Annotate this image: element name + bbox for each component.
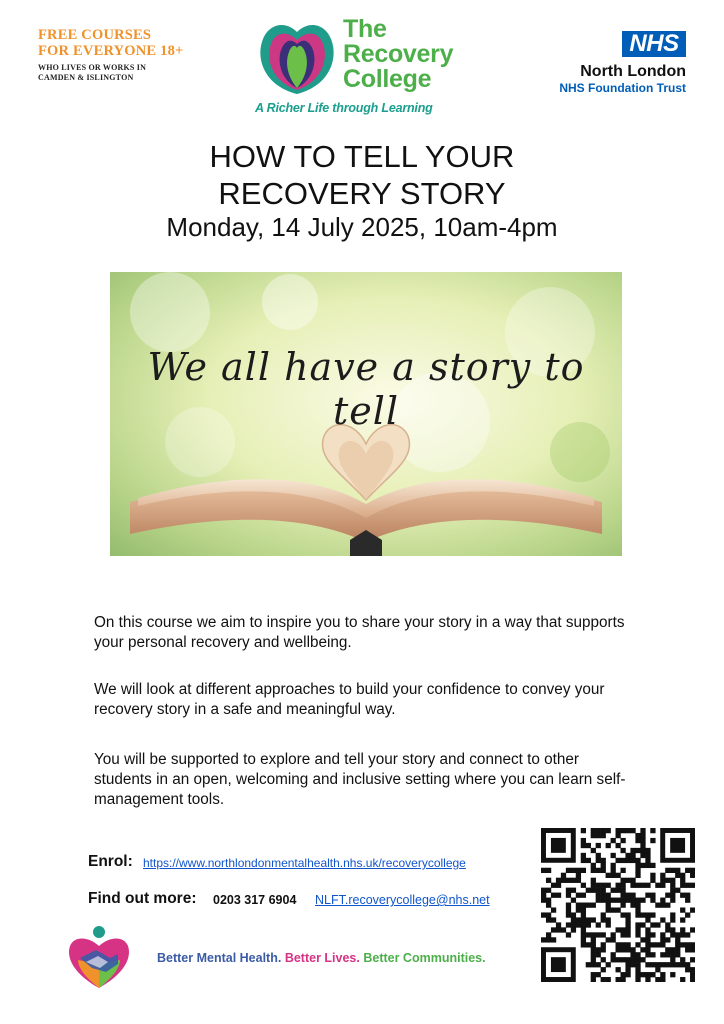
free-courses-heading [38,27,184,59]
description-paragraph-1: On this course we aim to inspire you to share your story in a way that supports your personal recovery and wellbeing. [94,614,625,651]
find-out-more-label: Find out more: [88,890,197,907]
course-title-line2: RECOVERY STORY [218,176,506,211]
phone-number: 0203 317 6904 [213,893,297,907]
free-courses-line2: FOR EVERYONE 18+ [38,43,184,59]
description-paragraph-3: You will be supported to explore and tell your story and connect to other students in an open, welcoming and inclusive setting where you can learn self-management tools. [94,751,626,808]
enrol-label: Enrol: [88,853,133,870]
eligibility-note [38,63,146,82]
picture-caption: We all have a story to tell [147,345,585,433]
course-title [0,138,724,212]
slogan-part-2: Better Lives. [284,951,360,965]
recovery-college-wordmark [343,17,453,92]
nhs-logo: NHS [622,31,686,57]
slogan-part-1: Better Mental Health. [157,951,282,965]
handshake-heart-icon [66,924,132,992]
email-link[interactable]: NLFT.recoverycollege@nhs.net [315,893,490,907]
recovery-college-logo-icon [255,14,339,98]
eligibility-line2: CAMDEN & ISLINGTON [38,72,134,82]
logo-line1: The [343,15,387,43]
qr-code-icon[interactable] [541,828,695,982]
book-picture [110,272,622,556]
course-date: Monday, 14 July 2025, 10am-4pm [166,212,558,242]
footer-slogan [157,951,486,965]
logo-line3: College [343,65,432,93]
nhs-trust-name: NHS Foundation Trust [559,81,686,95]
nhs-org-name: North London [580,63,686,80]
course-title-line1: HOW TO TELL YOUR [209,139,515,174]
eligibility-line1: WHO LIVES OR WORKS IN [38,63,147,72]
enrol-link[interactable]: https://www.northlondonmentalhealth.nhs.uk/recoverycollege [143,856,466,870]
tagline: A Richer Life through Learning [255,101,433,115]
description-paragraph-2: We will look at different approaches to build your confidence to convey your recovery story in a safe and meaningful way. [94,681,605,718]
slogan-part-3: Better Communities. [363,951,486,965]
free-courses-line1: FREE COURSES [38,27,152,43]
logo-line2: Recovery [343,40,454,68]
